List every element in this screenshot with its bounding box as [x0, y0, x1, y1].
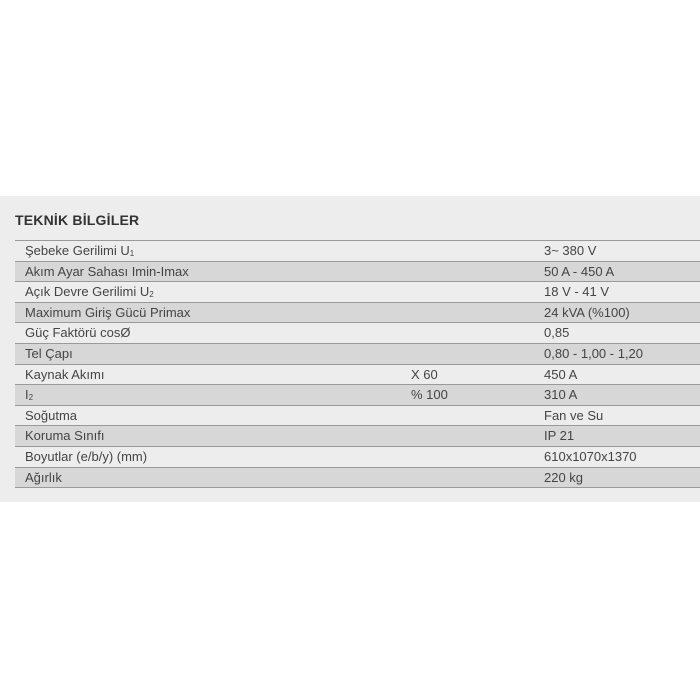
spec-label: Şebeke Gerilimi U1	[25, 243, 135, 258]
table-row	[15, 447, 700, 468]
spec-label: Akım Ayar Sahası Imin-Imax	[25, 263, 189, 279]
spec-label: Boyutlar (e/b/y) (mm)	[25, 448, 148, 464]
spec-value: 18 V - 41 V	[544, 284, 610, 300]
spec-label: Açık Devre Gerilimi U2	[25, 284, 154, 300]
spec-label: Tel Çapı	[25, 345, 73, 361]
spec-value: Fan ve Su	[544, 407, 604, 423]
table-row	[15, 385, 700, 406]
spec-value: 50 A - 450 A	[544, 263, 615, 279]
spec-label: Maximum Giriş Gücü Primax	[25, 304, 191, 320]
spec-condition: X 60	[411, 366, 438, 382]
spec-label: Ağırlık	[25, 469, 62, 485]
spec-value: 310 A	[544, 387, 578, 403]
table-row	[15, 303, 700, 324]
spec-condition: % 100	[411, 387, 448, 403]
table-row	[15, 344, 700, 365]
spec-value: 3~ 380 V	[544, 243, 597, 258]
table-row	[15, 365, 700, 386]
spec-value: 0,80 - 1,00 - 1,20	[544, 345, 644, 361]
table-row	[15, 241, 700, 262]
spec-value: 0,85	[544, 325, 570, 341]
table-row	[15, 282, 700, 303]
technical-specs-panel	[0, 196, 700, 502]
spec-label: Güç Faktörü cosØ	[25, 325, 131, 341]
table-row	[15, 406, 700, 427]
specs-table	[15, 240, 700, 488]
spec-value: IP 21	[544, 428, 575, 444]
table-row	[15, 468, 700, 489]
spec-value: 610x1070x1370	[544, 448, 637, 464]
section-title: TEKNİK BİLGİLER	[15, 212, 140, 228]
table-row	[15, 323, 700, 344]
spec-value: 24 kVA (%100)	[544, 304, 630, 320]
spec-value: 450 A	[544, 366, 578, 382]
spec-value: 220 kg	[544, 469, 584, 485]
spec-label: Koruma Sınıfı	[25, 428, 105, 444]
table-row	[15, 426, 700, 447]
spec-label: Kaynak Akımı	[25, 366, 105, 382]
table-row	[15, 262, 700, 283]
spec-label: Soğutma	[25, 407, 78, 423]
spec-label: I2	[25, 387, 34, 403]
